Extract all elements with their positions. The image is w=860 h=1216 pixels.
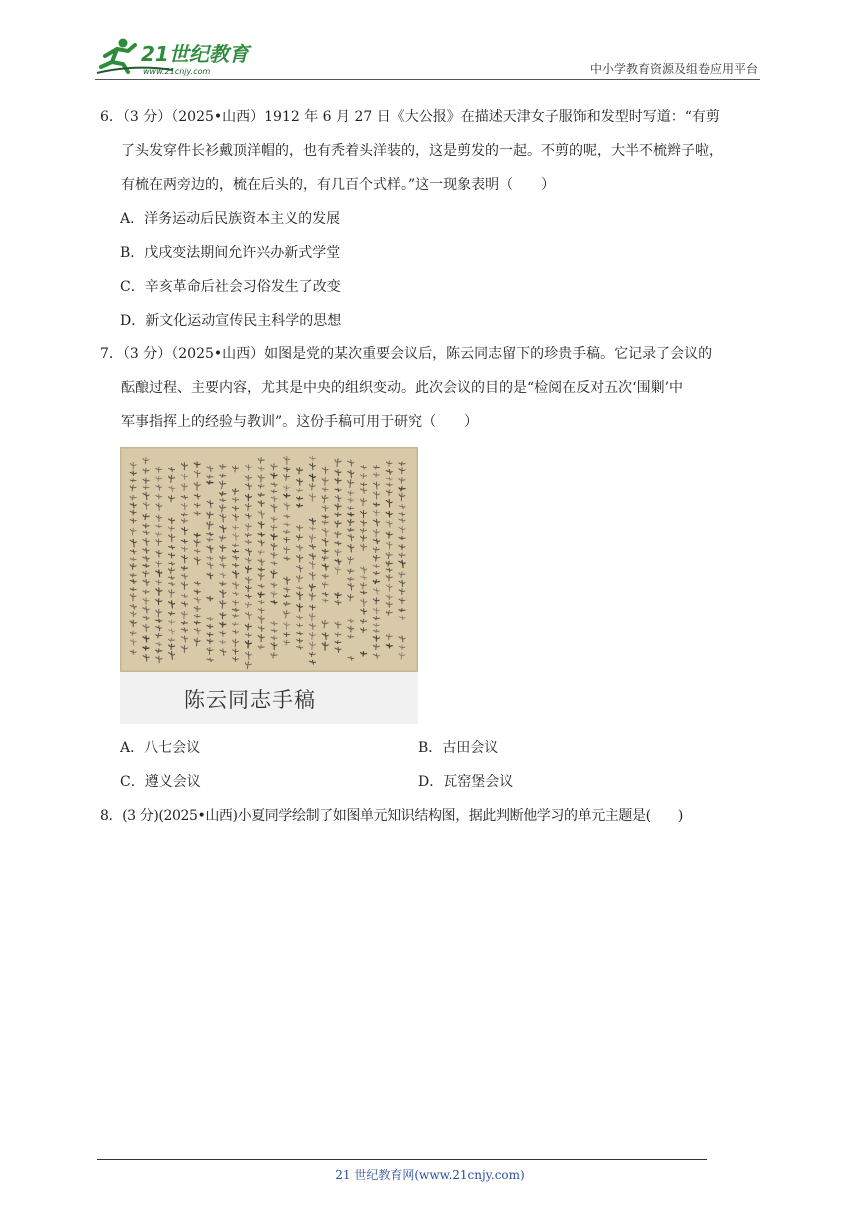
question-7-line-2: 酝酿过程、主要内容，尤其是中央的组织变动。此次会议的目的是“检阅在反对五次‘围剿’中 [121,380,684,396]
question-6-option-c[interactable]: C．辛亥革命后社会习俗发生了改变 [120,279,341,295]
question-6-line-3: 有梳在两旁边的，梳在后头的，有几百个式样。”这一现象表明（ ） [121,177,556,193]
svg-text:21世纪教育: 21世纪教育 [141,42,249,66]
site-tagline: 中小学教育资源及组卷应用平台 [589,62,758,76]
handwritten-manuscript-icon [120,447,418,672]
question-7-line-3: 军事指挥上的经验与教训”。这份手稿可用于研究（ ） [121,414,479,430]
question-6-option-a[interactable]: A．洋务运动后民族资本主义的发展 [120,211,341,227]
question-7-option-d[interactable]: D．瓦窑堡会议 [418,774,514,790]
footer-text: 21 世纪教育网(www.21cnjy.com) [335,1168,525,1182]
footer-divider [97,1159,707,1160]
question-6-option-b[interactable]: B．戊戌变法期间允许兴办新式学堂 [120,245,341,261]
question-8-line-1: 8．(3 分)(2025•山西)小夏同学绘制了如图单元知识结构图，据此判断他学习的单元主题是( ) [100,808,683,824]
question-7-option-c[interactable]: C．遵义会议 [120,774,201,790]
header-divider [95,79,760,80]
question-7-line-1: 7．（3 分）（2025•山西）如图是党的某次重要会议后，陈云同志留下的珍贵手稿。它记录了会议的 [100,346,713,362]
question-6-line-1: 6．（3 分）（2025•山西）1912 年 6 月 27 日《大公报》在描述天津女子服饰和发型时写道：“有剪 [100,109,720,125]
svg-text:www.21cnjy.com: www.21cnjy.com [143,67,211,76]
question-7-option-b[interactable]: B．古田会议 [418,740,499,756]
site-logo [95,36,255,78]
runner-logo-icon [95,36,255,78]
question-7-option-a[interactable]: A．八七会议 [120,740,201,756]
manuscript-caption [120,672,418,724]
question-6-line-2: 了头发穿件长衫戴顶洋帽的，也有秃着头洋装的，这是剪发的一起。不剪的呢，大半不梳辫子啦， [121,143,723,159]
caption-text: 陈云同志手稿 [184,688,316,712]
page-header [95,36,760,81]
question-6-option-d[interactable]: D．新文化运动宣传民主科学的思想 [120,313,342,329]
manuscript-image [120,447,418,672]
